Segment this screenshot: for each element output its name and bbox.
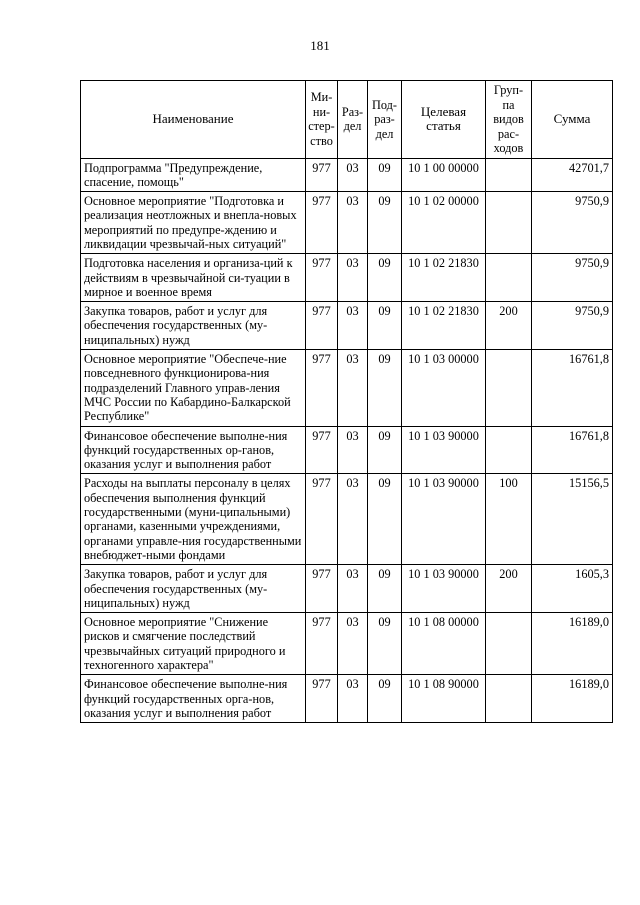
row-section: 03 xyxy=(338,675,368,723)
row-target: 10 1 02 00000 xyxy=(402,192,486,254)
row-subsection: 09 xyxy=(368,158,402,192)
table-row xyxy=(81,474,613,565)
row-target: 10 1 08 90000 xyxy=(402,675,486,723)
row-section: 03 xyxy=(338,302,368,350)
row-name: Закупка товаров, работ и услуг для обеспечения государственных (му-ниципальных) нужд xyxy=(81,302,306,350)
row-name: Основное мероприятие "Обеспече-ние повседневного функционирова-ния подразделений Главного управ-ления МЧС России по Кабардино-Балкарской Республике" xyxy=(81,350,306,426)
row-ministry: 977 xyxy=(306,158,338,192)
row-target: 10 1 02 21830 xyxy=(402,254,486,302)
table-header-row xyxy=(81,81,613,159)
row-subsection: 09 xyxy=(368,192,402,254)
row-name: Основное мероприятие "Снижение рисков и смягчение последствий чрезвычайных ситуаций природного и техногенного характера" xyxy=(81,613,306,675)
header-section: Раз- дел xyxy=(338,81,368,159)
header-group: Груп- па видов рас- ходов xyxy=(486,81,532,159)
row-name: Финансовое обеспечение выполне-ния функций государственных орга-нов, оказания услуг и выполнения работ xyxy=(81,675,306,723)
row-target: 10 1 03 00000 xyxy=(402,350,486,426)
row-sum: 15156,5 xyxy=(532,474,613,565)
row-section: 03 xyxy=(338,192,368,254)
table-row xyxy=(81,254,613,302)
row-sum: 16761,8 xyxy=(532,350,613,426)
row-section: 03 xyxy=(338,474,368,565)
row-group: 200 xyxy=(486,565,532,613)
row-name: Основное мероприятие "Подготовка и реализация неотложных и внепла-новых мероприятий по предупре-ждению и ликвидации чрезвычай-ных ситуаций" xyxy=(81,192,306,254)
table-row xyxy=(81,158,613,192)
row-target: 10 1 02 21830 xyxy=(402,302,486,350)
header-target: Целевая статья xyxy=(402,81,486,159)
row-section: 03 xyxy=(338,565,368,613)
row-group: 100 xyxy=(486,474,532,565)
table-row xyxy=(81,565,613,613)
row-section: 03 xyxy=(338,350,368,426)
header-sum: Сумма xyxy=(532,81,613,159)
table-body xyxy=(81,158,613,723)
row-name: Финансовое обеспечение выполне-ния функций государственных ор-ганов, оказания услуг и выполнения работ xyxy=(81,426,306,474)
row-name: Закупка товаров, работ и услуг для обеспечения государственных (му-ниципальных) нужд xyxy=(81,565,306,613)
row-ministry: 977 xyxy=(306,613,338,675)
row-section: 03 xyxy=(338,426,368,474)
row-group: 200 xyxy=(486,302,532,350)
table-row xyxy=(81,613,613,675)
row-subsection: 09 xyxy=(368,613,402,675)
row-ministry: 977 xyxy=(306,565,338,613)
row-ministry: 977 xyxy=(306,474,338,565)
row-ministry: 977 xyxy=(306,192,338,254)
budget-table xyxy=(80,80,613,723)
row-sum: 9750,9 xyxy=(532,192,613,254)
row-group xyxy=(486,426,532,474)
row-group xyxy=(486,254,532,302)
row-subsection: 09 xyxy=(368,565,402,613)
row-group xyxy=(486,192,532,254)
table-row xyxy=(81,675,613,723)
table-row xyxy=(81,302,613,350)
row-subsection: 09 xyxy=(368,426,402,474)
page-number: 181 xyxy=(310,38,330,53)
header-ministry: Ми- ни- стер- ство xyxy=(306,81,338,159)
row-group xyxy=(486,350,532,426)
row-target: 10 1 08 00000 xyxy=(402,613,486,675)
header-name: Наименование xyxy=(81,81,306,159)
row-ministry: 977 xyxy=(306,302,338,350)
row-subsection: 09 xyxy=(368,675,402,723)
row-group xyxy=(486,613,532,675)
row-section: 03 xyxy=(338,613,368,675)
row-ministry: 977 xyxy=(306,675,338,723)
row-section: 03 xyxy=(338,158,368,192)
row-ministry: 977 xyxy=(306,350,338,426)
row-target: 10 1 03 90000 xyxy=(402,426,486,474)
table-row xyxy=(81,192,613,254)
row-sum: 9750,9 xyxy=(532,302,613,350)
row-sum: 42701,7 xyxy=(532,158,613,192)
row-target: 10 1 00 00000 xyxy=(402,158,486,192)
table-row xyxy=(81,426,613,474)
row-ministry: 977 xyxy=(306,254,338,302)
row-name: Подпрограмма "Предупреждение, спасение, помощь" xyxy=(81,158,306,192)
row-sum: 16761,8 xyxy=(532,426,613,474)
row-name: Подготовка населения и организа-ций к действиям в чрезвычайной си-туации в мирное и военное время xyxy=(81,254,306,302)
row-subsection: 09 xyxy=(368,302,402,350)
row-subsection: 09 xyxy=(368,254,402,302)
row-subsection: 09 xyxy=(368,350,402,426)
row-group xyxy=(486,675,532,723)
row-subsection: 09 xyxy=(368,474,402,565)
row-ministry: 977 xyxy=(306,426,338,474)
row-name: Расходы на выплаты персоналу в целях обеспечения выполнения функций государственными (муни-ципальными) органами, казенными учреждениями, органами управле-ния государственными внебюджет-ными фондами xyxy=(81,474,306,565)
row-target: 10 1 03 90000 xyxy=(402,565,486,613)
row-target: 10 1 03 90000 xyxy=(402,474,486,565)
row-sum: 16189,0 xyxy=(532,613,613,675)
row-sum: 16189,0 xyxy=(532,675,613,723)
row-sum: 9750,9 xyxy=(532,254,613,302)
header-subsection: Под- раз- дел xyxy=(368,81,402,159)
row-sum: 1605,3 xyxy=(532,565,613,613)
table-row xyxy=(81,350,613,426)
row-section: 03 xyxy=(338,254,368,302)
row-group xyxy=(486,158,532,192)
